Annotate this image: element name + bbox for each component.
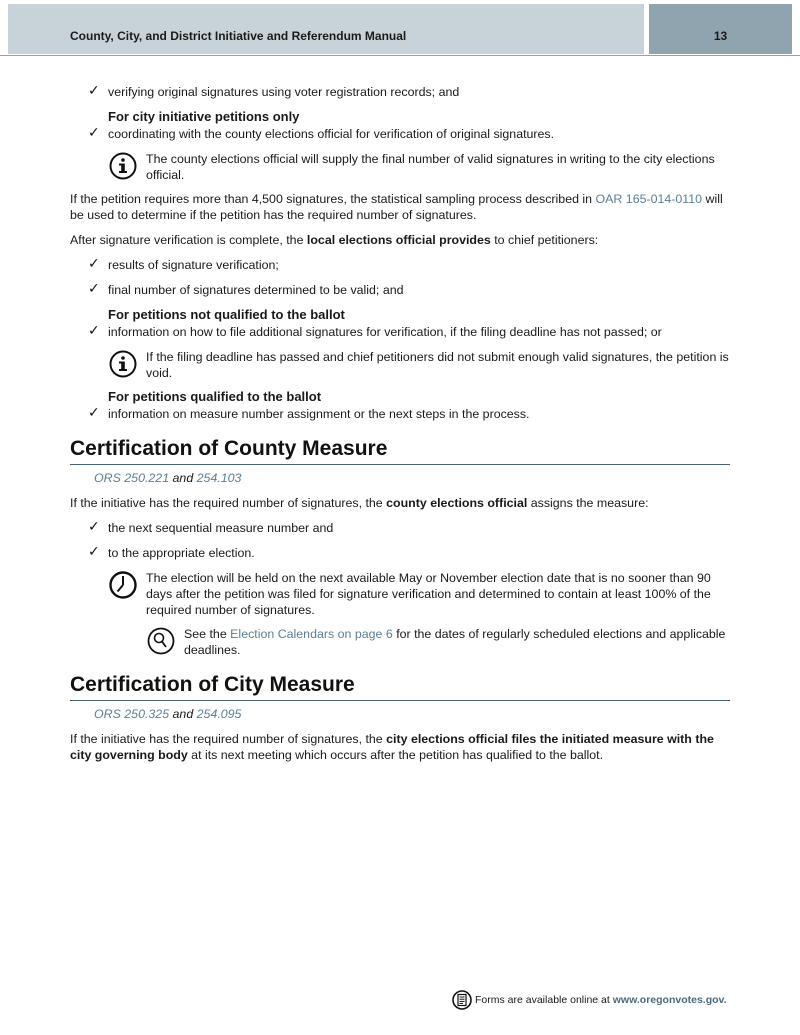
list-item — [70, 126, 730, 142]
list-item — [70, 520, 730, 536]
header-divider — [0, 55, 800, 56]
city-measure-heading: Certification of City Measure — [70, 672, 730, 701]
check-icon: ✓ — [88, 544, 100, 560]
footer-text: Forms are available online at www.oregonvotes.gov. — [475, 994, 727, 1006]
clock-icon — [108, 570, 138, 600]
note-text: The county elections official will supply the final number of valid signatures in writing to the city elections official. — [146, 152, 715, 182]
ors-link[interactable]: ORS 250.221 — [94, 471, 170, 485]
ors-link[interactable]: 254.095 — [196, 707, 242, 721]
list-item — [70, 84, 730, 100]
election-calendars-link[interactable]: Election Calendars on page 6 — [230, 627, 393, 641]
subheading-qualified: For petitions qualified to the ballot — [108, 389, 322, 404]
check-icon: ✓ — [88, 125, 100, 141]
note-text: See the Election Calendars on page 6 for the dates of regularly scheduled elections and applicable deadlines. — [184, 627, 726, 657]
ors-link[interactable]: ORS 250.325 — [94, 707, 170, 721]
note-text: If the filing deadline has passed and chief petitioners did not submit enough valid signatures, the petition is void. — [146, 350, 729, 380]
check-icon: ✓ — [88, 83, 100, 99]
form-document-icon — [452, 990, 472, 1010]
manual-title: County, City, and District Initiative and Referendum Manual — [70, 29, 407, 43]
page-header — [8, 4, 792, 54]
subheading-city-petitions: For city initiative petitions only — [108, 109, 300, 124]
list-item-text: verifying original signatures using voter registration records; and — [108, 85, 460, 99]
oregonvotes-link[interactable]: www.oregonvotes.gov. — [612, 994, 727, 1006]
ors-link[interactable]: 254.103 — [196, 471, 242, 485]
list-item-text: coordinating with the county elections official for verification of original signatures. — [108, 127, 555, 141]
header-title-box — [8, 4, 644, 54]
list-item-text: information on measure number assignment or the next steps in the process. — [108, 407, 530, 421]
check-icon: ✓ — [88, 405, 100, 421]
reference-note — [70, 626, 730, 658]
magnifier-icon — [146, 626, 176, 656]
list-item — [70, 545, 730, 561]
list-item — [70, 406, 730, 422]
check-icon: ✓ — [88, 256, 100, 272]
info-icon — [108, 151, 138, 181]
list-item — [70, 324, 730, 340]
info-note — [70, 151, 730, 183]
page-number: 13 — [713, 29, 728, 43]
after-verification-paragraph: After signature verification is complete, the local elections official provides to chief petitioners: — [70, 233, 599, 247]
check-icon: ✓ — [88, 323, 100, 339]
list-item-text: information on how to file additional signatures for verification, if the filing deadline has not passed; or — [108, 325, 662, 339]
info-icon — [108, 349, 138, 379]
city-paragraph: If the initiative has the required number of signatures, the city elections official files the initiated measure with the city governing body at its next meeting which occurs after the petition has qualified to the ballot. — [70, 732, 714, 762]
list-item-text: final number of signatures determined to be valid; and — [108, 283, 404, 297]
info-note — [70, 349, 730, 381]
check-icon: ✓ — [88, 519, 100, 535]
list-item — [70, 257, 730, 273]
list-item — [70, 282, 730, 298]
page-content — [70, 84, 730, 772]
header-page-box — [649, 4, 792, 54]
subheading-not-qualified: For petitions not qualified to the ballot — [108, 307, 345, 322]
list-item-text: to the appropriate election. — [108, 546, 255, 560]
list-item-text: results of signature verification; — [108, 258, 279, 272]
sampling-paragraph: If the petition requires more than 4,500 signatures, the statistical sampling process described in OAR 165-014-0110 will be used to determine if the petition has the required number of signatures. — [70, 192, 723, 222]
county-citation: ORS 250.221 and 254.103 — [94, 471, 242, 485]
list-item-text: the next sequential measure number and — [108, 521, 334, 535]
check-icon: ✓ — [88, 281, 100, 297]
city-citation: ORS 250.325 and 254.095 — [94, 707, 242, 721]
county-measure-heading: Certification of County Measure — [70, 436, 730, 465]
county-paragraph: If the initiative has the required number of signatures, the county elections official assigns the measure: — [70, 496, 649, 510]
note-text: The election will be held on the next available May or November election date that is no sooner than 90 days after the petition was filed for signature verification and determined to contain at least 100% of the required number of signatures. — [146, 571, 711, 617]
timing-note — [70, 570, 730, 618]
oar-link[interactable]: OAR 165-014-0110 — [595, 192, 703, 206]
